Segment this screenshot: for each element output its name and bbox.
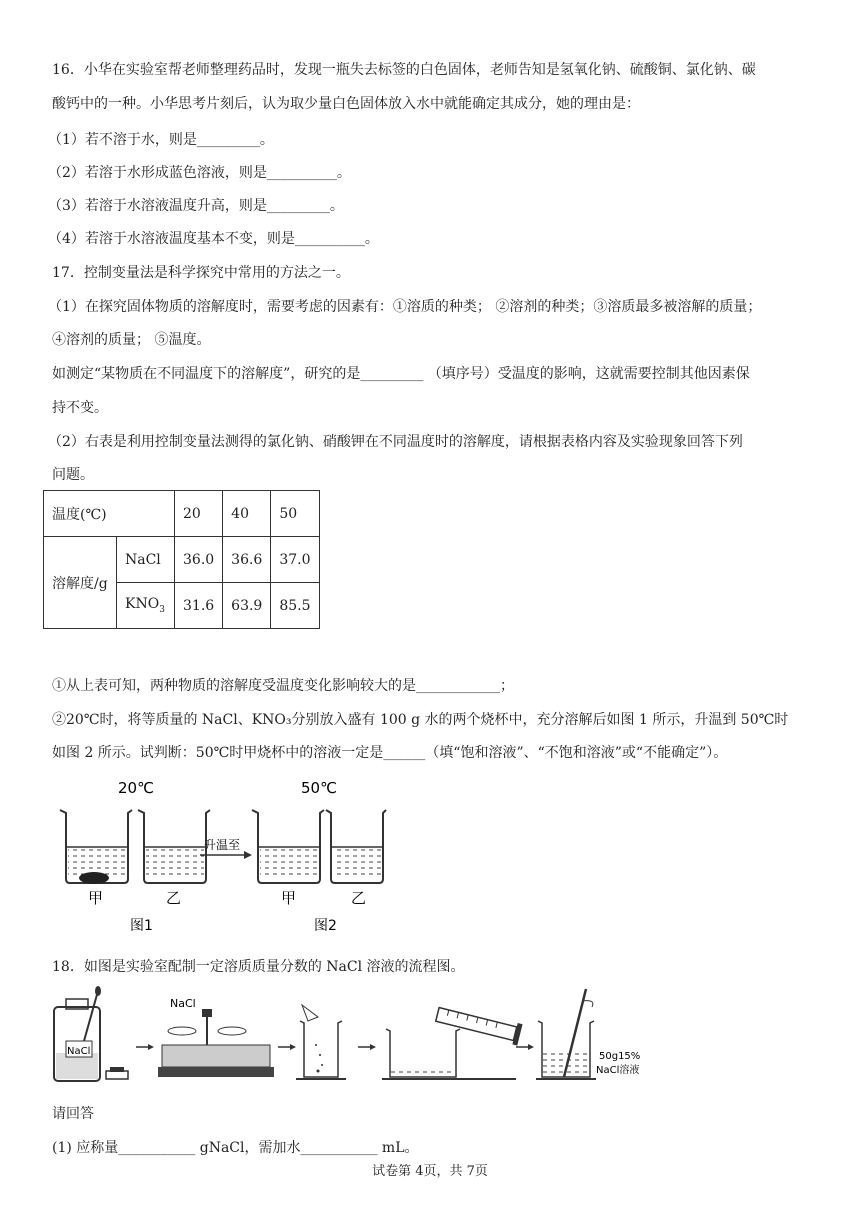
solution-label-1: 50g15% <box>599 1051 641 1062</box>
solubility-table <box>43 490 320 629</box>
nacl-flow-diagram <box>46 985 646 1090</box>
beaker-jia-1 <box>60 810 132 884</box>
final-beaker <box>536 989 640 1079</box>
kno3-value-cell: 85.5 <box>271 583 319 629</box>
yi-label-1: 乙 <box>166 889 182 907</box>
bottle-label: NaCl <box>67 1046 91 1057</box>
q17-p2a: 如测定“某物质在不同温度下的溶解度”，研究的是_________ （填序号）受温度的影响，这就需要控制其他因素保 <box>52 366 750 382</box>
nacl-value-cell: 36.0 <box>175 537 223 583</box>
fig1-caption: 图1 <box>130 918 153 934</box>
jia-label-2: 甲 <box>281 889 297 907</box>
flow-arrow <box>358 1044 376 1050</box>
q17-title: 17．控制变量法是科学探究中常用的方法之一。 <box>52 265 350 281</box>
pour-water-beaker <box>382 1004 523 1079</box>
q16-item-3: （3）若溶于水溶液温度升高，则是_________。 <box>48 198 344 214</box>
solution-label-2: NaCl溶液 <box>596 1065 640 1076</box>
balance-scale <box>158 997 274 1077</box>
nacl-label-cell: NaCl <box>117 537 175 583</box>
heat-arrow <box>200 837 252 859</box>
bottle-cap <box>106 1067 128 1079</box>
temp-cell: 50 <box>271 491 319 537</box>
q18-answer-prompt: 请回答 <box>52 1106 94 1122</box>
q16-item-4: （4）若溶于水溶液温度基本不变，则是__________。 <box>48 231 379 247</box>
q16-item-1: （1）若不溶于水，则是_________。 <box>48 132 274 148</box>
kno3-value-cell: 63.9 <box>223 583 271 629</box>
flow-arrow <box>278 1044 296 1050</box>
scale-nacl-label: NaCl <box>170 997 196 1010</box>
yi-label-2: 乙 <box>351 889 367 907</box>
temp-label-cell: 温度(℃) <box>44 491 175 537</box>
jia-label-1: 甲 <box>88 889 104 907</box>
table-row <box>44 537 320 583</box>
temp-20-label: 20℃ <box>118 779 154 797</box>
beaker-jia-2 <box>252 810 324 883</box>
table-row <box>44 491 320 537</box>
temp-50-label: 50℃ <box>301 779 337 797</box>
q17-p1b: ④溶剂的质量； ⑤温度。 <box>52 332 211 348</box>
flow-arrow <box>516 1044 534 1050</box>
dissolve-beaker <box>296 1005 346 1079</box>
page-footer: 试卷第 4页，共 7页 <box>372 1164 488 1179</box>
temp-cell: 40 <box>223 491 271 537</box>
q17-p3b: 问题。 <box>52 467 94 483</box>
nacl-value-cell: 37.0 <box>271 537 319 583</box>
nacl-value-cell: 36.6 <box>223 537 271 583</box>
q17-p3a: （2）右表是利用控制变量法测得的氯化钠、硝酸钾在不同温度时的溶解度，请根据表格内容及实验现象回答下列 <box>48 434 743 450</box>
q18-title: 18．如图是实验室配制一定溶质质量分数的 NaCl 溶液的流程图。 <box>52 959 465 975</box>
nacl-bottle <box>54 986 101 1081</box>
beaker-figure <box>48 775 388 935</box>
q16-item-2: （2）若溶于水形成蓝色溶液，则是__________。 <box>48 165 351 181</box>
q16-line1: 16．小华在实验室帮老师整理药品时，发现一瓶失去标签的白色固体，老师告知是氢氧化钠、硫酸铜、氯化钠、碳 <box>52 62 756 78</box>
solubility-label-cell: 溶解度/g <box>44 537 117 629</box>
q18-q1: (1) 应称量___________ gNaCl，需加水___________ mL。 <box>52 1140 419 1156</box>
kno3-label-cell: $KNO_3$ <box>117 583 175 629</box>
fig2-caption: 图2 <box>314 918 337 934</box>
kno3-value-cell: 31.6 <box>175 583 223 629</box>
q17-s2b: 如图 2 所示。试判断：50℃时甲烧杯中的溶液一定是______（填“饱和溶液”、“不饱和溶液”或“不能确定”）。 <box>52 745 728 761</box>
q16-line2: 酸钙中的一种。小华思考片刻后，认为取少量白色固体放入水中就能确定其成分，她的理由是： <box>52 96 640 112</box>
beaker-yi-2 <box>326 810 386 883</box>
q17-s2a: ②20℃时，将等质量的 NaCl、KNO₃分别放入盛有 100 g 水的两个烧杯中，充分溶解后如图 1 所示，升温到 50℃时 <box>52 712 789 728</box>
q17-p2b: 持不变。 <box>52 400 108 416</box>
flow-arrow <box>136 1044 154 1050</box>
temp-cell: 20 <box>175 491 223 537</box>
q17-p1a: （1）在探究固体物质的溶解度时，需要考虑的因素有：①溶质的种类； ②溶剂的种类；③溶质最多被溶解的质量； <box>48 299 762 315</box>
arrow-label: 升温至 <box>204 838 241 852</box>
q17-s1: ①从上表可知，两种物质的溶解度受温度变化影响较大的是____________； <box>52 678 514 694</box>
beaker-yi-1 <box>138 810 210 883</box>
